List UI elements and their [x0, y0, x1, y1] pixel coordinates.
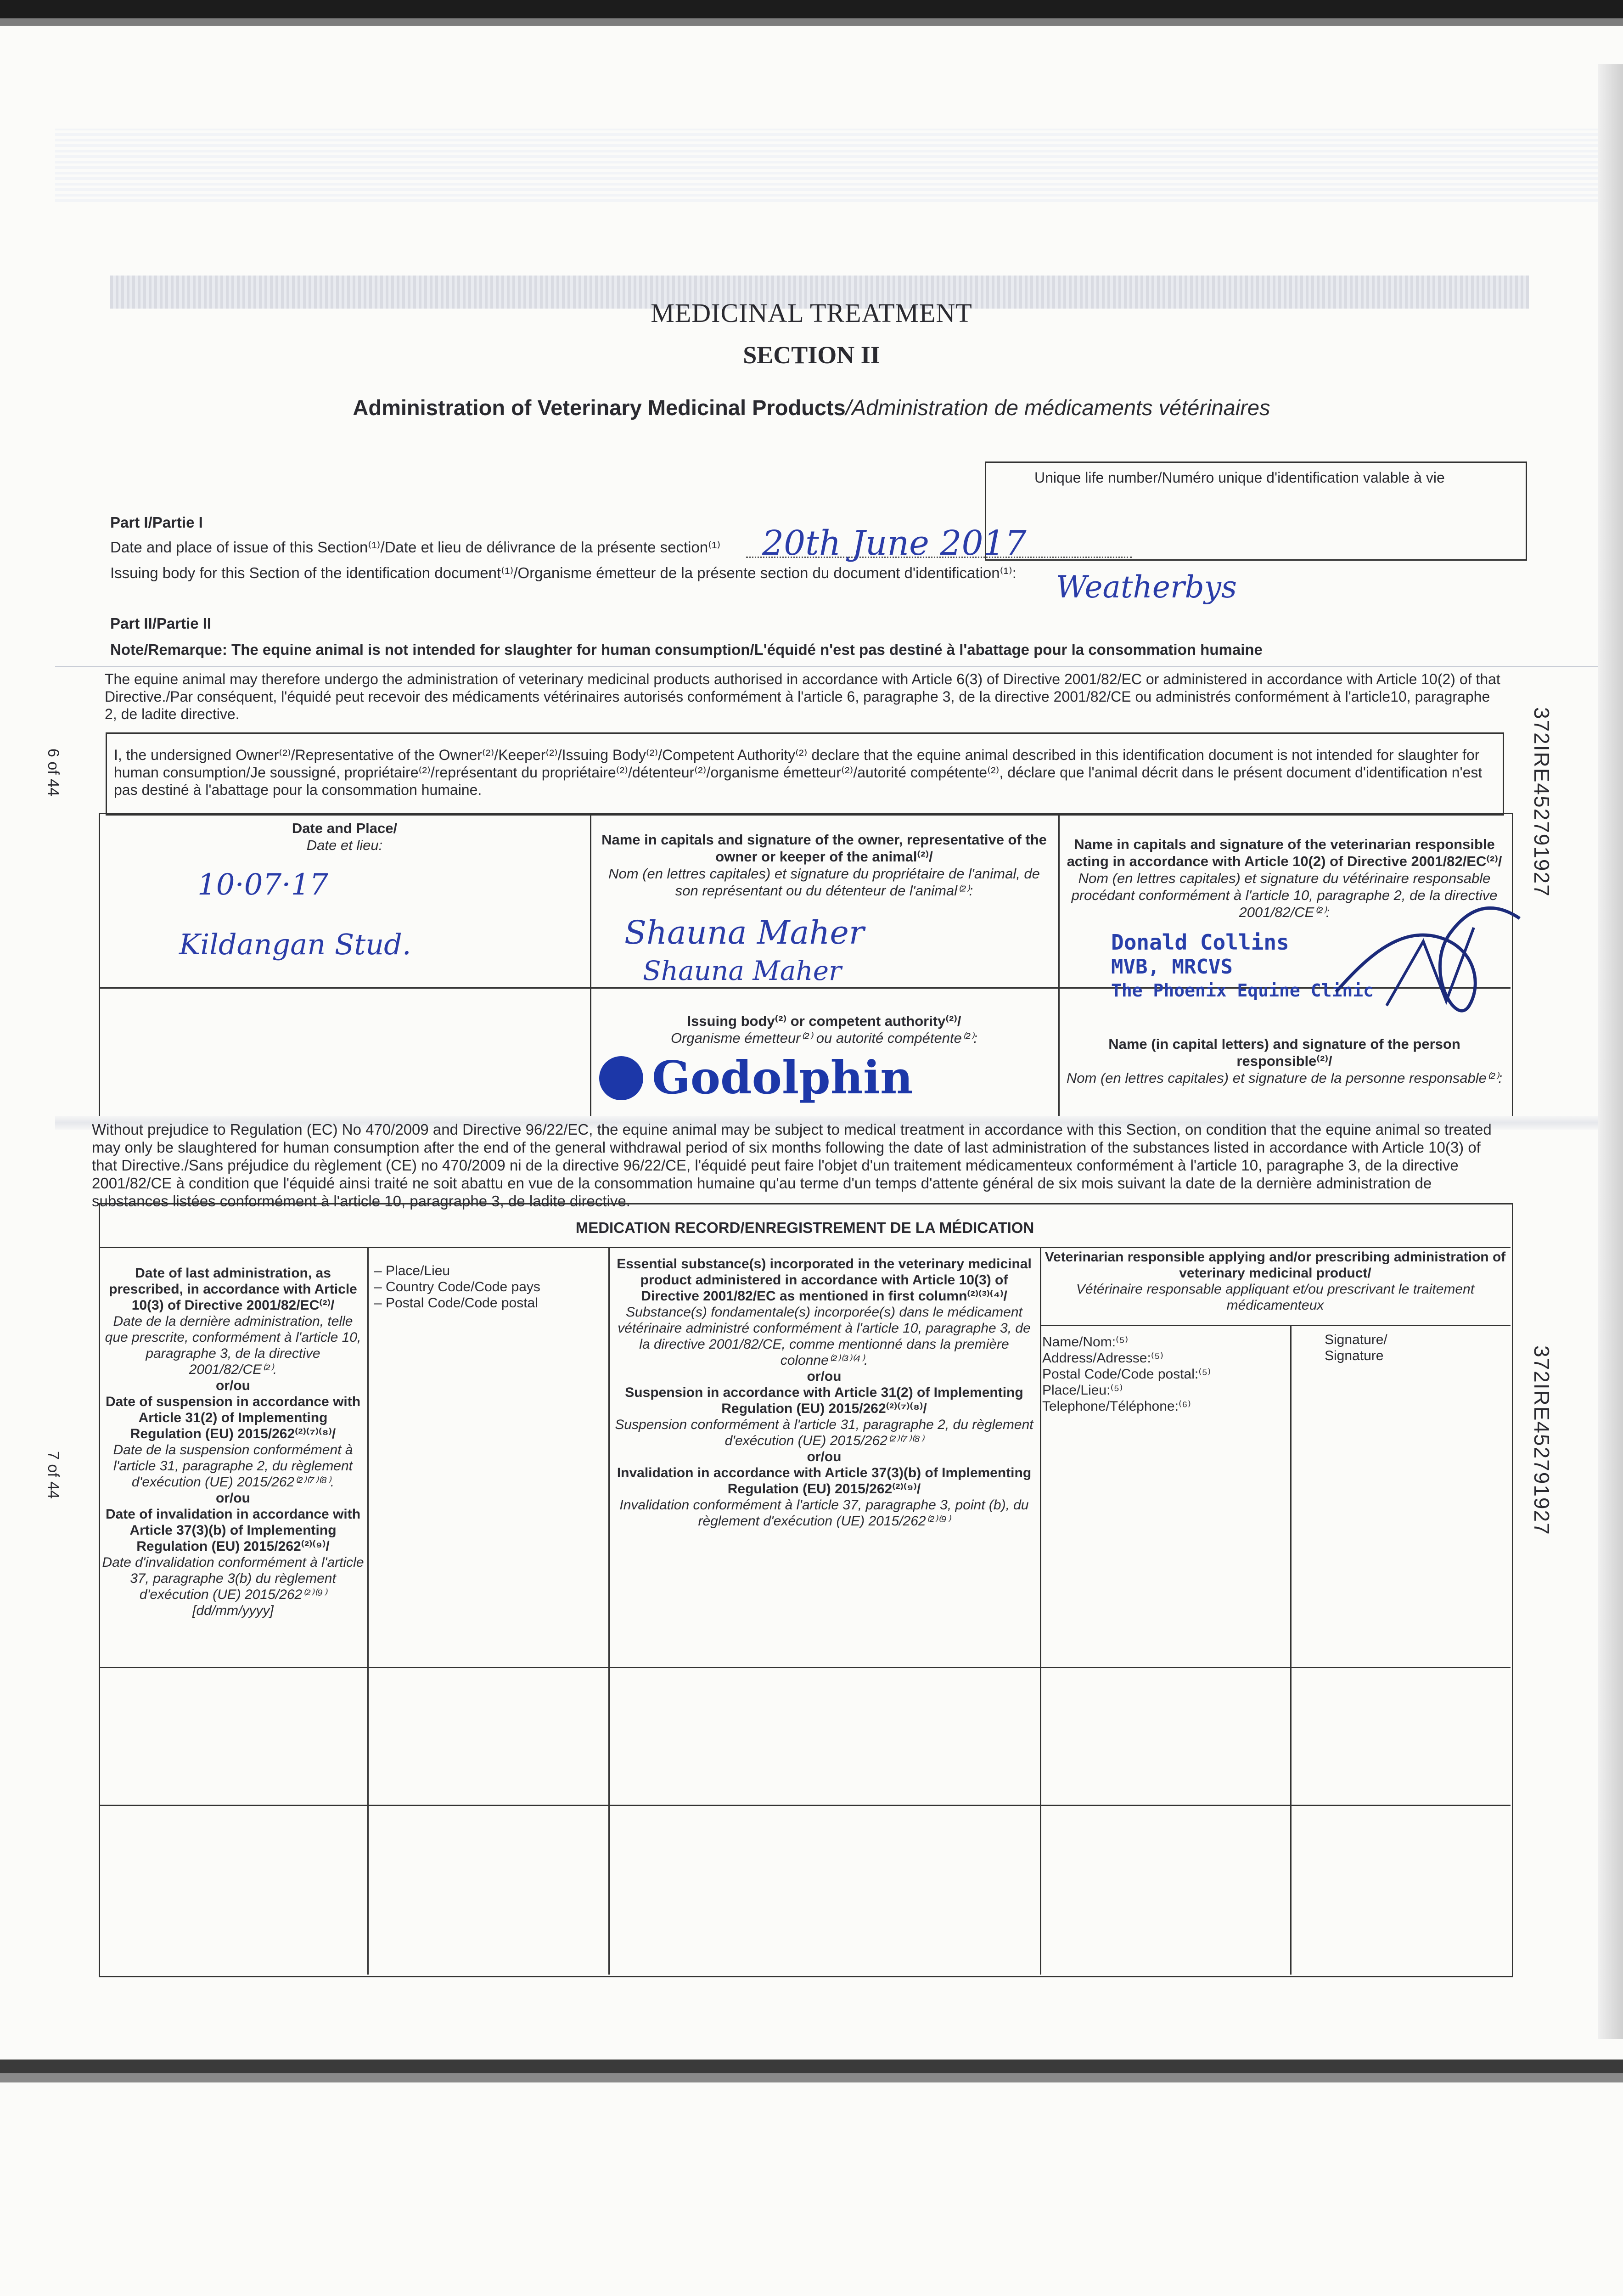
col-place-line: – Postal Code/Code postal — [374, 1295, 538, 1311]
col-substance-line: or/ou — [807, 1369, 842, 1384]
vet-stamp-quals: MVB, MRCVS — [1111, 955, 1233, 979]
col-signature-line: Signature/ — [1325, 1332, 1387, 1347]
col-date-line: Date of invalidation in accordance with Article 37(3)(b) of Implementing Regulation (EU) 2015/262⁽²⁾⁽⁹⁾/ — [105, 1507, 361, 1554]
subtitle-french: /Administration de médicaments vétérinaires — [845, 395, 1270, 420]
col-vet-field: Postal Code/Code postal:⁽⁵⁾ — [1042, 1367, 1211, 1382]
table-divider — [1040, 1247, 1041, 1975]
owner-head-fr: Nom (en lettres capitales) et signature du propriétaire de l'animal, de son représentant ou du détenteur de l'animal⁽²⁾: — [608, 866, 1040, 899]
declaration-place: Kildangan Stud. — [179, 928, 411, 961]
date-place-head-fr: Date et lieu: — [306, 837, 383, 853]
col-substance-line: Suspension in accordance with Article 31(2) of Implementing Regulation (EU) 2015/262⁽²⁾⁽⁷⁾⁽⁸⁾/ — [625, 1385, 1023, 1416]
col-vet-field: Telephone/Téléphone:⁽⁶⁾ — [1042, 1399, 1191, 1414]
owner-signature: Shauna Maher — [624, 914, 865, 951]
uln-label: Unique life number/Numéro unique d'identification valable à vie — [1034, 469, 1445, 486]
medication-record-title: MEDICATION RECORD/ENREGISTREMENT DE LA MÉDICATION — [575, 1219, 1034, 1236]
col-date-line: Date de la dernière administration, telle que prescrite, conformément à l'article 10, paragraphe 3, de la directive 2001/82/CE⁽²⁾. — [105, 1314, 361, 1377]
date-place-value: 20th June 2017 — [762, 523, 1027, 563]
col-vet-header — [1045, 1249, 1506, 1313]
vet-resp-head-fr: Vétérinaire responsable appliquant et/ou prescrivant le traitement médicamenteux — [1076, 1282, 1475, 1313]
unique-life-number-box[interactable] — [985, 461, 1527, 561]
declaration-text: I, the undersigned Owner⁽²⁾/Representative of the Owner⁽²⁾/Keeper⁽²⁾/Issuing Body⁽²⁾/Competent Authority⁽²⁾ declare that the equine animal described in this identification document is not intended for slaughter for human consumption/Je soussigné, propriétaire⁽²⁾/représentant du propriétaire⁽²⁾/détenteur⁽²⁾/organisme émetteur⁽²⁾/autorité compétente⁽²⁾, déclare que l'animal décrit dans le présent document d'identification n'est pas destiné à l'abattage pour la consommation humaine. — [114, 747, 1483, 798]
date-place-head — [100, 820, 589, 854]
vet-signature-scribble — [1331, 900, 1524, 1019]
subtitle-english: Administration of Veterinary Medicinal Products — [353, 395, 846, 420]
section-title: SECTION II — [743, 341, 880, 369]
issuing-body-value: Weatherbys — [1056, 569, 1237, 605]
side-code-upper: 372IRE452791927 — [1530, 707, 1554, 897]
col-place-header — [374, 1263, 604, 1311]
col-date-line: Date d'invalidation conformément à l'article 37, paragraphe 3(b) du règlement d'exécution (UE) 2015/262⁽²⁾⁽⁹⁾ — [102, 1555, 364, 1602]
page-number-upper: 6 of 44 — [45, 748, 62, 796]
vet-resp-head-en: Veterinarian responsible applying and/or prescribing administration of veterinary medicinal product/ — [1045, 1249, 1506, 1281]
side-code-lower: 372IRE452791927 — [1530, 1345, 1554, 1536]
issuing-body-label: Issuing body for this Section of the identification document⁽¹⁾/Organisme émetteur de la présente section du document d'identification⁽¹⁾: — [110, 564, 1016, 581]
col-signature — [1325, 1332, 1504, 1364]
prescription-text: Without prejudice to Regulation (EC) No 470/2009 and Directive 96/22/EC, the equine animal may be subject to medical treatment in accordance with this Section, on condition that the equine animal so treated may only be slaughtered for human consumption after the end of the general withdrawal period of six months following the date of last administration of the substances listed in accordance with Article 10(3) of that Directive./Sans préjudice du règlement (CE) no 470/2009 ni de la directive 96/22/CE, l'équidé peut faire l'objet d'un traitement médicamenteux conformément à l'article 10, paragraphe 3, de la directive 2001/82/CE à condition que l'équidé ainsi traité ne soit abattu en vue de la consommation humaine qu'au terme d'un temps d'attente général de six mois suivant la date de la dernière administration de substances listées conformément à l'article 10, paragraphe 3, de ladite directive. — [92, 1121, 1492, 1210]
col-vet-details — [1042, 1334, 1286, 1414]
scan-bottom-edge — [0, 2060, 1623, 2073]
page-number-lower: 7 of 44 — [45, 1451, 62, 1499]
issuing-head — [597, 1013, 1051, 1047]
col-date-line: or/ou — [216, 1378, 250, 1393]
owner-head — [597, 831, 1051, 899]
col-substance-line: Suspension conformément à l'article 31, paragraphe 2, du règlement d'exécution (UE) 2015/262⁽²⁾⁽⁷⁾⁽⁸⁾ — [615, 1417, 1033, 1448]
table-divider — [590, 813, 591, 1120]
col-vet-field: Address/Adresse:⁽⁵⁾ — [1042, 1351, 1163, 1366]
col-date-line: Date de la suspension conformément à l'article 31, paragraphe 2, du règlement d'exécution (UE) 2015/262⁽²⁾⁽⁷⁾⁽⁸⁾. — [113, 1442, 353, 1490]
issuing-head-fr: Organisme émetteur⁽²⁾ ou autorité compétente⁽²⁾: — [671, 1030, 977, 1046]
col-signature-line: Signature — [1325, 1348, 1384, 1363]
table-divider — [1040, 1325, 1511, 1326]
col-date-line: Date of suspension in accordance with Article 31(2) of Implementing Regulation (EU) 2015/262⁽²⁾⁽⁷⁾⁽⁸⁾/ — [105, 1394, 361, 1441]
col-substance-line: or/ou — [807, 1449, 842, 1464]
person-head-en: Name (in capital letters) and signature of the person responsible⁽²⁾/ — [1108, 1036, 1460, 1069]
col-vet-field: Place/Lieu:⁽⁵⁾ — [1042, 1383, 1123, 1398]
col-substance-line: Invalidation conformément à l'article 37, paragraphe 3, point (b), du règlement d'exécution (UE) 2015/262⁽²⁾⁽⁹⁾ — [619, 1497, 1029, 1529]
declaration-date: 10·07·17 — [197, 868, 328, 902]
part2-label: Part II/Partie II — [110, 615, 212, 632]
col-place-line: – Country Code/Code pays — [374, 1279, 540, 1294]
table-divider — [1290, 1325, 1292, 1975]
table-divider — [99, 1805, 1511, 1806]
table-divider — [99, 1247, 1511, 1248]
col-date-line: Date of last administration, as prescribed, in accordance with Article 10(3) of Directive 2001/82/EC⁽²⁾/ — [109, 1266, 357, 1313]
col-date-line: or/ou — [216, 1491, 250, 1506]
vet-stamp-clinic: The Phoenix Equine Clinic — [1111, 980, 1374, 1001]
date-place-head-en: Date and Place/ — [292, 820, 398, 836]
col-substance-header — [613, 1256, 1035, 1529]
col-date-line: [dd/mm/yyyy] — [192, 1603, 274, 1618]
godolphin-logo-icon — [599, 1056, 643, 1100]
col-substance-line: Invalidation in accordance with Article 37(3)(b) of Implementing Regulation (EU) 2015/262⁽²⁾⁽⁹⁾/ — [617, 1465, 1032, 1497]
part2-text: The equine animal may therefore undergo the administration of veterinary medicinal products authorised in accordance with Article 6(3) of Directive 2001/82/EC or administered in accordance with Article 10(2) of that Directive./Par conséquent, l'équidé peut recevoir des médicaments vétérinaires autorisés conformément à l'article 6, paragraphe 3, de la directive 2001/82/CE ou administrés conformément à l'article10, paragraphe 2, de ladite directive. — [105, 671, 1500, 722]
table-divider — [99, 1667, 1511, 1668]
godolphin-logo-text: Godolphin — [652, 1052, 913, 1104]
part1-label: Part I/Partie I — [110, 514, 203, 531]
owner-name: Shauna Maher — [643, 955, 842, 986]
owner-head-en: Name in capitals and signature of the owner, representative of the owner or keeper of the animal⁽²⁾/ — [601, 832, 1047, 865]
vet-stamp-name: Donald Collins — [1111, 930, 1289, 955]
person-responsible-head — [1065, 1035, 1504, 1086]
person-head-fr: Nom (en lettres capitales) et signature de la personne responsable⁽²⁾: — [1066, 1070, 1503, 1086]
part2-note: Note/Remarque: The equine animal is not intended for slaughter for human consumption/L'équidé n'est pas destiné à l'abattage pour la consommation humaine — [110, 641, 1263, 658]
divider — [55, 666, 1598, 667]
col-place-line: – Place/Lieu — [374, 1263, 450, 1278]
date-place-label: Date and place of issue of this Section⁽¹⁾/Date et lieu de délivrance de la présente section⁽¹⁾ — [110, 539, 721, 556]
col-substance-line: Essential substance(s) incorporated in the veterinary medicinal product administered in accordance with Article 10(3) of Directive 2001/82/EC as mentioned in first column⁽²⁾⁽³⁾⁽⁴⁾/ — [617, 1256, 1032, 1304]
col-substance-line: Substance(s) fondamentale(s) incorporée(s) dans le médicament vétérinaire administré conformément à l'article 10, paragraphe 3, de la directive 2001/82/CE, comme mentionné dans la première colonne⁽²⁾⁽³⁾⁽⁴⁾. — [618, 1305, 1031, 1368]
table-divider — [367, 1247, 369, 1975]
col-date-header — [101, 1265, 365, 1619]
scan-bottom-edge-shadow — [0, 2073, 1623, 2082]
scan-top-edge-shadow — [0, 18, 1623, 26]
col-vet-field: Name/Nom:⁽⁵⁾ — [1042, 1334, 1129, 1350]
table-divider — [1058, 813, 1060, 1120]
section-subtitle — [0, 395, 1623, 420]
background-pattern — [55, 129, 1598, 202]
vet-head-fr: Nom (en lettres capitales) et signature du vétérinaire responsable procédant conformément à l'article 10, paragraphe 2, de la directive 2001/82/CE⁽²⁾: — [1071, 870, 1498, 920]
scan-top-edge — [0, 0, 1623, 18]
issuing-head-en: Issuing body⁽²⁾ or competent authority⁽²⁾/ — [687, 1013, 961, 1029]
page-title: MEDICINAL TREATMENT — [651, 298, 972, 328]
table-divider — [608, 1247, 610, 1975]
vet-head-en: Name in capitals and signature of the veterinarian responsible acting in accordance with Article 10(2) of Directive 2001/82/EC⁽²⁾/ — [1067, 836, 1502, 869]
